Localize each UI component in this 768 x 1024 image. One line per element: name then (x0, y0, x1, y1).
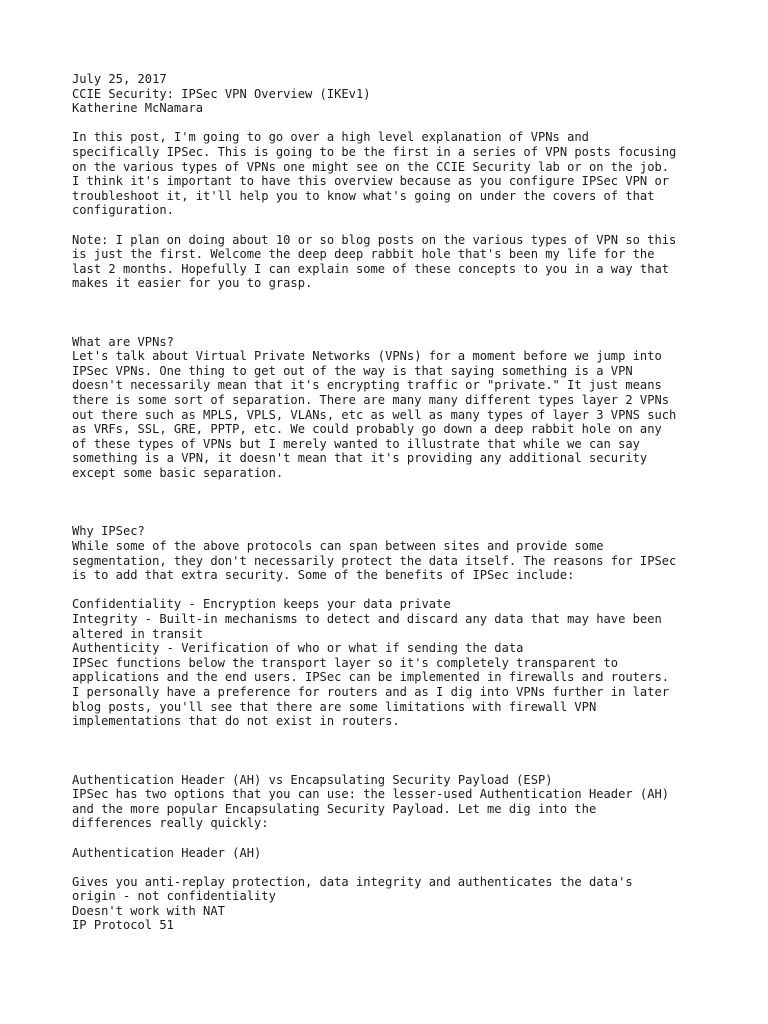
ah-item: IP Protocol 51 (72, 918, 174, 933)
post-author: Katherine McNamara (72, 101, 204, 116)
text-line: While some of the above protocols can span between sites and provide some (72, 539, 604, 554)
text-line: there is some sort of separation. There are many many different types layer 2 VPNs (72, 393, 670, 408)
text-line: implementations that do not exist in routers. (72, 714, 400, 729)
note-paragraph (72, 233, 712, 291)
ah-item: Gives you anti-replay protection, data integrity and authenticates the data's (72, 874, 633, 889)
benefit-item: altered in transit (72, 626, 204, 641)
text-line: something is a VPN, it doesn't mean that it's providing any additional security (72, 451, 648, 466)
section-why-ipsec (72, 524, 712, 728)
text-line: troubleshoot it, it'll help you to know what's going on under the covers of that (72, 188, 655, 203)
text-line: except some basic separation. (72, 466, 284, 481)
section-ah-vs-esp (72, 773, 712, 934)
text-line: last 2 months. Hopefully I can explain some of these concepts to you in a way that (72, 261, 670, 276)
text-line: I personally have a preference for routers and as I dig into VPNs further in later (72, 684, 670, 699)
text-line: applications and the end users. IPSec can be implemented in firewalls and routers. (72, 670, 670, 685)
text-line: makes it easier for you to grasp. (72, 276, 313, 291)
text-line: is to add that extra security. Some of the benefits of IPSec include: (72, 568, 575, 583)
post-date: July 25, 2017 (72, 72, 167, 86)
text-line: I think it's important to have this overview because as you configure IPSec VPN or (72, 174, 670, 189)
text-line: doesn't necessarily mean that it's encrypting traffic or "private." It just means (72, 378, 662, 393)
post-title: CCIE Security: IPSec VPN Overview (IKEv1) (72, 86, 371, 101)
text-line: IPSec functions below the transport layer so it's completely transparent to (72, 655, 619, 670)
text-line: In this post, I'm going to go over a high level explanation of VPNs and (72, 130, 589, 145)
text-line: is just the first. Welcome the deep deep rabbit hole that's been my life for the (72, 247, 655, 262)
text-line: and the more popular Encapsulating Security Payload. Let me dig into the (72, 801, 597, 816)
document-page (72, 72, 712, 933)
intro-paragraph (72, 130, 712, 218)
text-line: as VRFs, SSL, GRE, PPTP, etc. We could probably go down a deep rabbit hole on any (72, 422, 662, 437)
text-line: specifically IPSec. This is going to be the first in a series of VPN posts focusing (72, 144, 677, 159)
text-line: segmentation, they don't necessarily protect the data itself. The reasons for IPSec (72, 553, 677, 568)
text-line: differences really quickly: (72, 816, 269, 831)
text-line: Let's talk about Virtual Private Networks (VPNs) for a moment before we jump into (72, 349, 662, 364)
ah-item: Doesn't work with NAT (72, 903, 225, 918)
text-line: IPSec VPNs. One thing to get out of the way is that saying something is a VPN (72, 363, 633, 378)
text-line: out there such as MPLS, VPLS, VLANs, etc as well as many types of layer 3 VPNS such (72, 407, 677, 422)
text-line: blog posts, you'll see that there are some limitations with firewall VPN (72, 699, 597, 714)
benefit-item: Integrity - Built-in mechanisms to detect and discard any data that may have been (72, 612, 662, 626)
text-line: on the various types of VPNs one might see on the CCIE Security lab or on the job. (72, 159, 670, 174)
text-line: IPSec has two options that you can use: the lesser-used Authentication Header (AH) (72, 787, 670, 802)
benefit-item: Authenticity - Verification of who or what if sending the data (72, 641, 524, 656)
section-heading: Why IPSec? (72, 524, 145, 539)
section-heading: Authentication Header (AH) vs Encapsulating Security Payload (ESP) (72, 772, 553, 787)
subsection-heading: Authentication Header (AH) (72, 845, 262, 860)
benefit-item: Confidentiality - Encryption keeps your data private (72, 597, 451, 612)
section-heading: What are VPNs? (72, 334, 174, 349)
ah-item: origin - not confidentiality (72, 889, 276, 904)
text-line: of these types of VPNs but I merely wanted to illustrate that while we can say (72, 436, 640, 451)
text-line: configuration. (72, 203, 174, 218)
section-what-are-vpns (72, 335, 712, 481)
text-line: Note: I plan on doing about 10 or so blog posts on the various types of VPN so this (72, 232, 677, 247)
